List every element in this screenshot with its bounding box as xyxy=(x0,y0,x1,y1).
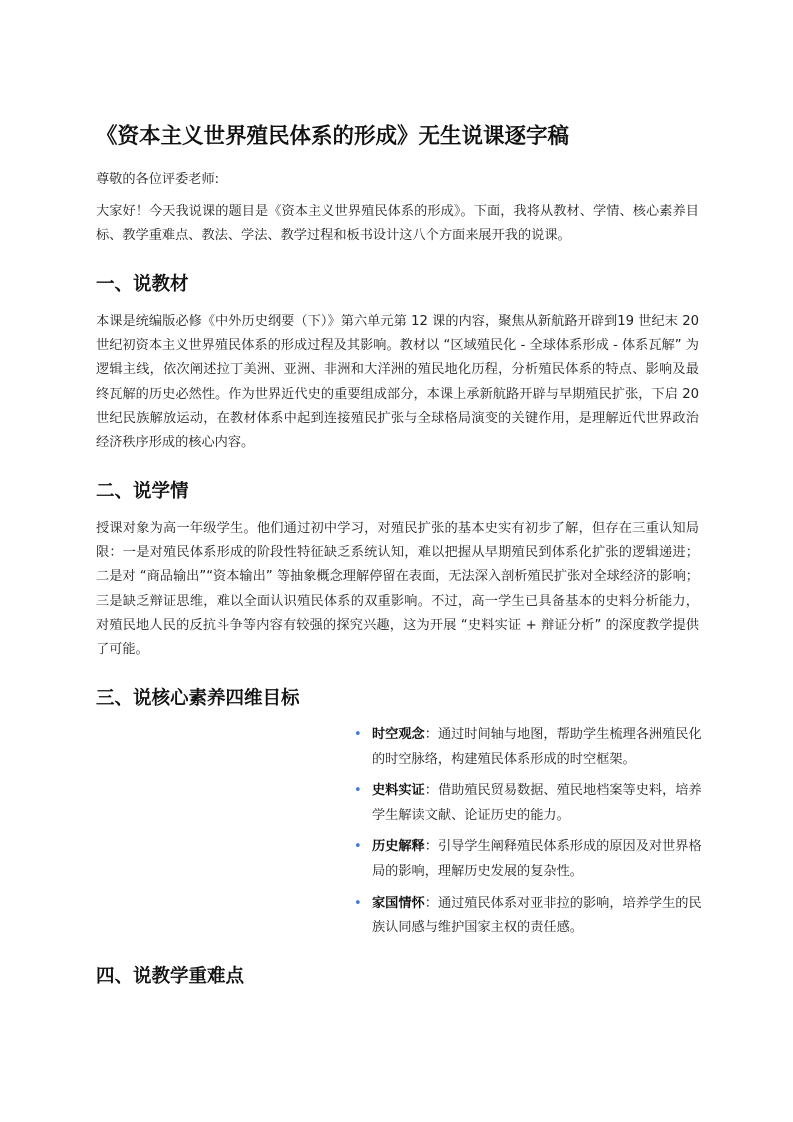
bullet-icon: • xyxy=(354,727,362,742)
goal-text: 借助殖民贸易数据、殖民地档案等史料，培养学生解读文献、论证历史的能力。 xyxy=(372,783,702,823)
goal-separator: ： xyxy=(424,783,438,799)
goal-text: 引导学生阐释殖民体系形成的原因及对世界格局的影响，理解历史发展的复杂性。 xyxy=(372,839,702,879)
goal-item-interpretation xyxy=(354,835,714,884)
goal-label: 时空观念 xyxy=(372,727,425,742)
bullet-icon: • xyxy=(354,783,362,799)
goals-list xyxy=(354,723,714,948)
goal-separator: ： xyxy=(424,895,438,911)
section-heading-goals: 三、说核心素养四维目标 xyxy=(96,688,300,709)
goal-separator: ： xyxy=(424,727,438,742)
goal-label: 史料实证 xyxy=(372,783,425,799)
goal-item-evidence xyxy=(354,779,714,828)
section-heading-textbook: 一、说教材 xyxy=(96,274,189,295)
goal-item-patriotism xyxy=(354,892,714,941)
bullet-icon: • xyxy=(354,895,362,911)
section-body-textbook: 本课是统编版必修《中外历史纲要（下）》第六单元第 12 课的内容，聚焦从新航路开辟到19 世纪末 20 世纪初资本主义世界殖民体系的形成过程及其影响。教材以 “区域殖民化 - 全球体系形成 - 体系瓦解” 为逻辑主线，依次阐述拉丁美洲、亚洲、非洲和大洋洲的殖民地化历程，分析殖民体系的特点、影响及最终瓦解的历史必然性。作为世界近代史的重要组成部分，本课上承新航路开辟与早期殖民扩张，下启 20 世纪民族解放运动，在教材体系中起到连接殖民扩张与全球格局演变的关键作用，是理解近代世界政治经济秩序形成的核心内容。 xyxy=(96,314,699,451)
goal-text: 通过殖民体系对亚非拉的影响，培养学生的民族认同感与维护国家主权的责任感。 xyxy=(372,895,702,936)
section-heading-key-points: 四、说教学重难点 xyxy=(96,966,245,987)
goal-label: 家国情怀 xyxy=(372,895,425,911)
document-title: 《资本主义世界殖民体系的形成》无生说课逐字稿 xyxy=(96,124,570,149)
goal-separator: ： xyxy=(424,839,438,855)
goal-text: 通过时间轴与地图，帮助学生梳理各洲殖民化的时空脉络，构建殖民体系形成的时空框架。 xyxy=(372,727,702,767)
goal-label: 历史解释 xyxy=(372,839,425,855)
section-body-students: 授课对象为高一年级学生。他们通过初中学习，对殖民扩张的基本史实有初步了解，但存在三重认知局限：一是对殖民体系形成的阶段性特征缺乏系统认知，难以把握从早期殖民到体系化扩张的逻辑递进；二是对 “商品输出”“资本输出” 等抽象概念理解停留在表面，无法深入剖析殖民扩张对全球经济的影响；三是缺乏辩证思维，难以全面认识殖民体系的双重影响。不过，高一学生已具备基本的史料分析能力，对殖民地人民的反抗斗争等内容有较强的探究兴趣，这为开展 “史料实证 + 辩证分析” 的深度教学提供了可能。 xyxy=(96,521,699,658)
intro-paragraph: 大家好！今天我说课的题目是《资本主义世界殖民体系的形成》。下面，我将从教材、学情、核心素养目标、教学重难点、教法、学法、教学过程和板书设计这八个方面来展开我的说课。 xyxy=(96,204,699,244)
bullet-icon: • xyxy=(354,839,362,855)
goal-item-spacetime xyxy=(354,723,714,772)
section-heading-students: 二、说学情 xyxy=(96,481,189,502)
greeting-text: 尊敬的各位评委老师: xyxy=(96,172,220,187)
